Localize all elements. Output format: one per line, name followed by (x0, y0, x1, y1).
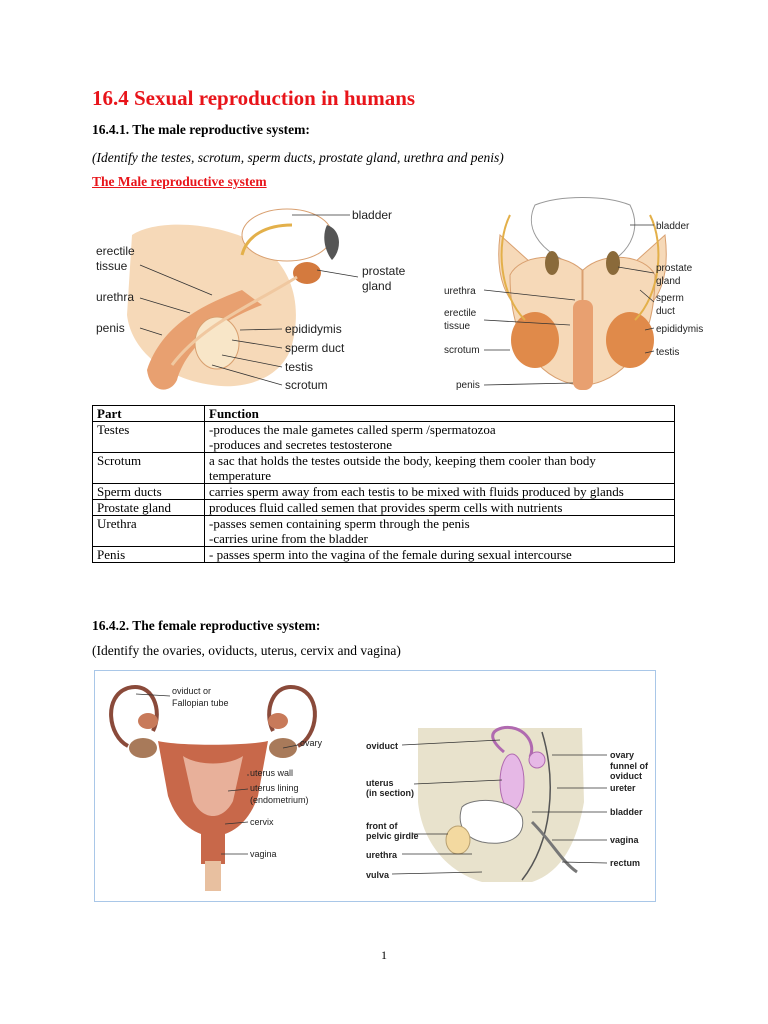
label-gland: gland (656, 276, 681, 287)
label-ureter: ureter (610, 783, 636, 793)
male-front-illustration (499, 198, 667, 391)
part-cell: Urethra (93, 516, 205, 547)
label-pelvic-girdle: pelvic girdle (366, 831, 419, 841)
label-urethra: urethra (366, 850, 398, 860)
label-penis: penis (456, 380, 480, 391)
function-cell (205, 516, 675, 547)
label-penis: penis (96, 321, 125, 335)
label-uterus-lining: uterus lining (250, 783, 299, 793)
function-cell (205, 453, 675, 484)
label-testis: testis (656, 347, 680, 358)
function-cell (205, 484, 675, 500)
male-instruction: (Identify the testes, scrotum, sperm ducts, prostate gland, urethra and penis) (92, 150, 504, 165)
function-cell (205, 547, 675, 563)
label-tissue: tissue (444, 321, 471, 332)
label-sperm: sperm (656, 293, 684, 304)
label-rectum: rectum (610, 858, 641, 868)
label-uterus-wall: uterus wall (250, 768, 294, 778)
function-line: -passes semen containing sperm through the penis (209, 516, 470, 531)
label-vagina: vagina (250, 849, 277, 859)
male-heading: 16.4.1. The male reproductive system: (92, 122, 310, 137)
function-line: - passes sperm into the vagina of the female during sexual intercourse (209, 547, 572, 562)
label-oviduct-funnel: oviduct (610, 771, 643, 781)
label-urethra: urethra (96, 290, 135, 304)
female-heading: 16.4.2. The female reproductive system: (92, 618, 321, 633)
label-scrotum: scrotum (285, 378, 328, 392)
section-title: 16.4 Sexual reproduction in humans (92, 86, 416, 110)
part-cell: Scrotum (93, 453, 205, 484)
label-in-section: (in section) (366, 788, 415, 798)
header-function: Function (205, 406, 675, 422)
part-cell: Penis (93, 547, 205, 563)
label-vulva: vulva (366, 870, 390, 880)
female-front-view-diagram (98, 676, 348, 896)
function-line: carries sperm away from each testis to be mixed with fluids produced by glands (209, 484, 624, 499)
function-line: -produces and secretes testosterone (209, 437, 393, 452)
label-scrotum: scrotum (444, 345, 480, 356)
function-line: temperature (209, 468, 272, 483)
male-figure-title: The Male reproductive system (92, 174, 267, 189)
function-line: -produces the male gametes called sperm /spermatozoa (209, 422, 496, 437)
label-front-of: front of (366, 821, 398, 831)
label-testis: testis (285, 360, 314, 374)
label-erectile: erectile (96, 244, 135, 258)
label-ovary: ovary (610, 750, 635, 760)
female-instruction: (Identify the ovaries, oviducts, uterus, cervix and vagina) (92, 643, 401, 658)
table-row (93, 453, 675, 484)
table-row (93, 422, 675, 453)
function-line: a sac that holds the testes outside the body, keeping them cooler than body (209, 453, 596, 468)
label-oviduct-or: oviduct or (172, 686, 212, 696)
part-cell: Prostate gland (93, 500, 205, 516)
label-prostate: prostate (656, 263, 693, 274)
header-part: Part (93, 406, 205, 422)
label-epididymis: epididymis (285, 322, 342, 336)
function-cell (205, 422, 675, 453)
function-line: -carries urine from the bladder (209, 531, 368, 546)
label-epididymis: epididymis (656, 324, 704, 335)
table-row (93, 547, 675, 563)
label-endometrium: (endometrium) (250, 795, 309, 805)
label-uterus: uterus (366, 778, 394, 788)
label-funnel-of: funnel of (610, 761, 648, 771)
label-tissue: tissue (96, 259, 128, 273)
label-erectile: erectile (444, 308, 477, 319)
part-cell: Testes (93, 422, 205, 453)
label-bladder: bladder (610, 807, 643, 817)
label-vagina: vagina (610, 835, 639, 845)
label-sperm-duct: sperm duct (285, 341, 345, 355)
table-header-row (93, 406, 675, 422)
function-table (92, 405, 675, 563)
label-oviduct: oviduct (366, 741, 399, 751)
label-cervix: cervix (250, 817, 274, 827)
label-urethra: urethra (444, 286, 476, 297)
table-row (93, 516, 675, 547)
female-side-illustration (418, 727, 584, 882)
label-ovary: ovary (300, 738, 323, 748)
female-side-view-diagram (362, 722, 652, 890)
label-fallopian-tube: Fallopian tube (172, 698, 229, 708)
male-side-view-diagram (92, 195, 422, 395)
function-line: produces fluid called semen that provides sperm cells with nutrients (209, 500, 563, 515)
label-prostate: prostate (362, 264, 406, 278)
table-row (93, 500, 675, 516)
table-row (93, 484, 675, 500)
male-front-view-diagram (440, 195, 710, 395)
part-cell: Sperm ducts (93, 484, 205, 500)
label-bladder: bladder (352, 208, 393, 222)
function-cell (205, 500, 675, 516)
label-gland: gland (362, 279, 392, 293)
label-bladder: bladder (656, 221, 690, 232)
page-number: 1 (381, 948, 387, 962)
label-duct: duct (656, 306, 675, 317)
